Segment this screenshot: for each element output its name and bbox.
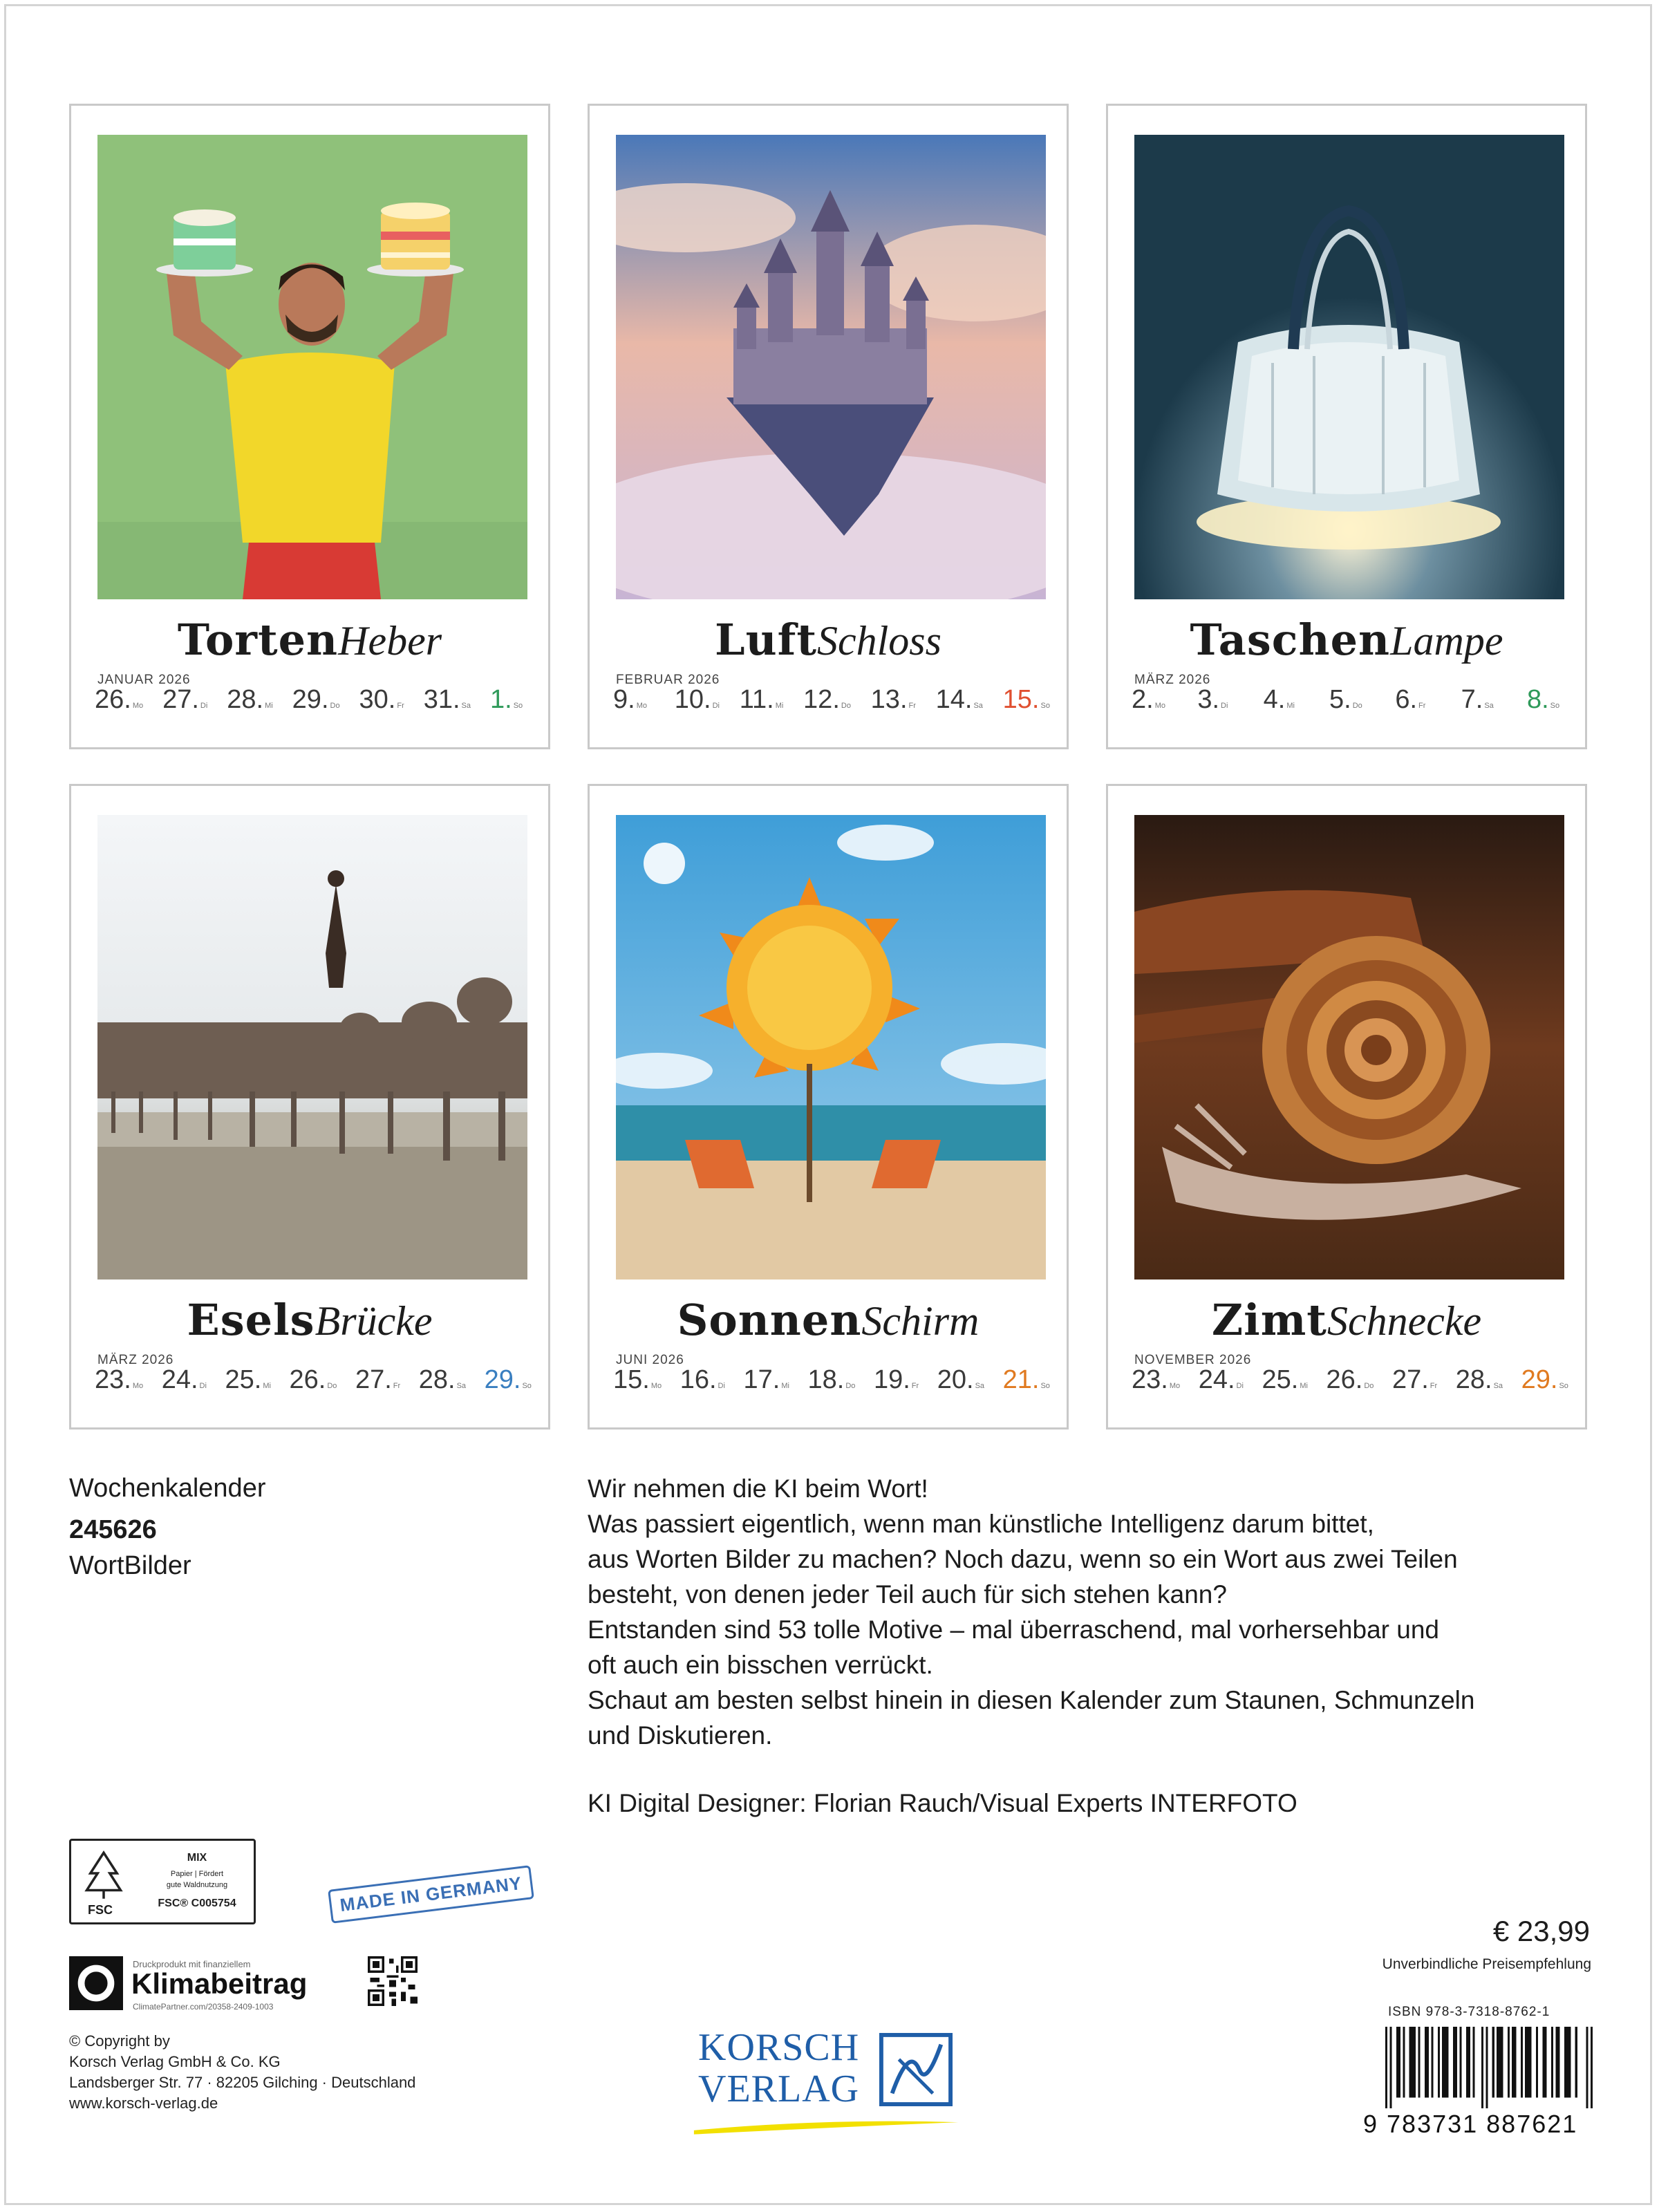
sunday: 8. So xyxy=(1526,685,1560,714)
day: 7. Sa xyxy=(1461,685,1494,714)
day: 6. Fr xyxy=(1395,685,1426,714)
day: 2. Mo xyxy=(1132,685,1165,714)
publisher-emblem-icon xyxy=(878,2032,954,2107)
day: 28. Sa xyxy=(1455,1365,1503,1394)
title-word-2: Heber xyxy=(338,618,442,664)
photo-man-holding-cakes xyxy=(97,135,527,599)
title-word-1: Zimt xyxy=(1211,1295,1327,1345)
day: 27. Fr xyxy=(1391,1365,1438,1394)
day: 17. Mi xyxy=(743,1365,789,1394)
description-line: Wir nehmen die KI beim Wort! xyxy=(588,1474,928,1503)
title-word-2: Lampe xyxy=(1390,618,1503,664)
fsc-line1: Papier | Fördert xyxy=(170,1870,224,1878)
day: 27. Di xyxy=(162,685,208,714)
week-days xyxy=(95,685,532,715)
day: 20. Sa xyxy=(937,1365,985,1394)
photo-glowing-handbag xyxy=(1134,135,1564,599)
copyright-line: Landsberger Str. 77 · 82205 Gilching · Deutschland xyxy=(69,2074,416,2091)
fsc-mix: MIX xyxy=(187,1852,207,1864)
day: 28. Mi xyxy=(227,685,273,714)
day: 16. Di xyxy=(679,1365,725,1394)
fsc-code: FSC® C005754 xyxy=(158,1897,236,1909)
day: 28. Sa xyxy=(418,1365,467,1394)
month-label: FEBRUAR 2026 xyxy=(616,673,720,687)
card-title xyxy=(1108,616,1585,665)
sunday: 15. So xyxy=(1002,685,1050,714)
fsc-logo-text: FSC xyxy=(88,1903,113,1917)
day: 9. Mo xyxy=(613,685,647,714)
description-line: Was passiert eigentlich, wenn man künstliche Intelligenz darum bittet, xyxy=(588,1510,1374,1538)
week-days xyxy=(1132,1365,1568,1395)
description-line: Schaut am besten selbst hinein in diesen Kalender zum Staunen, Schmunzeln xyxy=(588,1686,1475,1714)
title-word-1: Torten xyxy=(177,615,339,665)
barcode xyxy=(1385,2027,1593,2108)
calendar-card-eselsbruecke xyxy=(69,784,550,1430)
fsc-label xyxy=(69,1839,256,1924)
month-label: NOVEMBER 2026 xyxy=(1134,1353,1252,1367)
calendar-card-luftschloss xyxy=(588,104,1069,749)
day: 25. Mi xyxy=(225,1365,271,1394)
week-days xyxy=(613,685,1050,715)
product-name: WortBilder xyxy=(69,1551,191,1580)
sunday: 29. So xyxy=(1521,1365,1568,1394)
description xyxy=(588,1471,1611,1753)
description-line: und Diskutieren. xyxy=(588,1721,773,1750)
title-word-2: Schloss xyxy=(816,618,941,664)
day: 18. Do xyxy=(807,1365,856,1394)
day: 29. Do xyxy=(292,685,340,714)
calendar-card-zimtschnecke xyxy=(1106,784,1587,1430)
price: € 23,99 xyxy=(1492,1915,1590,1947)
title-word-1: Luft xyxy=(715,615,817,665)
day: 24. Di xyxy=(1198,1365,1244,1394)
sunday: 21. So xyxy=(1002,1365,1050,1394)
copyright-block xyxy=(69,2031,415,2114)
description-line: aus Worten Bilder zu machen? Noch dazu, wenn so ein Wort aus zwei Teilen xyxy=(588,1545,1458,1573)
card-title xyxy=(590,616,1067,665)
week-days xyxy=(1132,685,1568,715)
week-days xyxy=(95,1365,532,1395)
day: 24. Di xyxy=(161,1365,207,1394)
klima-url: ClimatePartner.com/20358-2409-1003 xyxy=(133,2002,274,2012)
day: 27. Fr xyxy=(355,1365,401,1394)
fsc-line2: gute Waldnutzung xyxy=(166,1881,228,1889)
copyright-line: © Copyright by xyxy=(69,2032,170,2050)
week-days xyxy=(613,1365,1050,1395)
month-label: JANUAR 2026 xyxy=(97,673,191,687)
title-word-1: Sonnen xyxy=(677,1295,862,1345)
day: 19. Fr xyxy=(873,1365,919,1394)
description-line: besteht, von denen jeder Teil auch für sich stehen kann? xyxy=(588,1580,1227,1609)
publisher-logo-line1: KORSCH xyxy=(698,2026,860,2069)
day: 3. Di xyxy=(1197,685,1228,714)
climate-partner-icon xyxy=(69,1956,123,2010)
card-title xyxy=(71,616,548,665)
day: 23. Mo xyxy=(1132,1365,1181,1394)
description-line: oft auch ein bisschen verrückt. xyxy=(588,1651,933,1679)
month-label: JUNI 2026 xyxy=(616,1353,684,1367)
product-type: Wochenkalender xyxy=(69,1474,266,1503)
day: 12. Do xyxy=(803,685,851,714)
day: 5. Do xyxy=(1329,685,1362,714)
calendar-card-sonnenschirm xyxy=(588,784,1069,1430)
day: 14. Sa xyxy=(935,685,983,714)
day: 15. Mo xyxy=(613,1365,662,1394)
description-line: Entstanden sind 53 tolle Motive – mal überraschend, mal vorhersehbar und xyxy=(588,1615,1439,1644)
title-word-2: Brücke xyxy=(315,1298,433,1344)
copyright-url: www.korsch-verlag.de xyxy=(69,2094,218,2112)
title-word-1: Esels xyxy=(187,1295,315,1345)
day: 26. Do xyxy=(1326,1365,1374,1394)
day: 13. Fr xyxy=(870,685,916,714)
publisher-swoosh xyxy=(691,2115,961,2136)
made-in-germany-stamp: MADE IN GERMANY xyxy=(328,1865,534,1924)
month-label: MÄRZ 2026 xyxy=(1134,673,1211,687)
card-title xyxy=(71,1296,548,1345)
title-word-2: Schirm xyxy=(861,1298,980,1344)
day: 10. Di xyxy=(674,685,720,714)
price-note: Unverbindliche Preisempfehlung xyxy=(1382,1956,1591,1972)
product-number: 245626 xyxy=(69,1515,157,1544)
title-word-2: Schnecke xyxy=(1327,1298,1482,1344)
day: 11. Mi xyxy=(739,685,784,714)
day: 26. Mo xyxy=(95,685,144,714)
card-title xyxy=(590,1296,1067,1345)
barcode-number: 9 783731 887621 xyxy=(1363,2110,1578,2138)
day: 31. Sa xyxy=(423,685,471,714)
isbn: ISBN 978-3-7318-8762-1 xyxy=(1388,2005,1550,2019)
klima-label: Druckprodukt mit finanziellem xyxy=(133,1959,251,1969)
day: 26. Do xyxy=(289,1365,337,1394)
photo-donkey-bridge xyxy=(97,815,527,1280)
month-label: MÄRZ 2026 xyxy=(97,1353,174,1367)
day: 4. Mi xyxy=(1263,685,1295,714)
qr-code-icon xyxy=(368,1956,418,2006)
day: 23. Mo xyxy=(95,1365,144,1394)
title-word-1: Taschen xyxy=(1190,615,1391,665)
copyright-line: Korsch Verlag GmbH & Co. KG xyxy=(69,2053,281,2070)
designer-credit: KI Digital Designer: Florian Rauch/Visual Experts INTERFOTO xyxy=(588,1789,1297,1817)
day: 30. Fr xyxy=(359,685,404,714)
fsc-tree-icon xyxy=(79,1846,128,1910)
card-title xyxy=(1108,1296,1585,1345)
photo-sun-umbrella-beach xyxy=(616,815,1046,1280)
photo-cinnamon-snail xyxy=(1134,815,1564,1280)
sunday: 29. So xyxy=(484,1365,532,1394)
calendar-card-taschenlampe xyxy=(1106,104,1587,749)
calendar-card-tortenheber xyxy=(69,104,550,749)
sunday: 1. So xyxy=(489,685,523,714)
publisher-logo-line2: VERLAG xyxy=(698,2068,860,2110)
klima-title: Klimabeitrag xyxy=(131,1967,308,2000)
photo-floating-castle xyxy=(616,135,1046,599)
day: 25. Mi xyxy=(1262,1365,1308,1394)
